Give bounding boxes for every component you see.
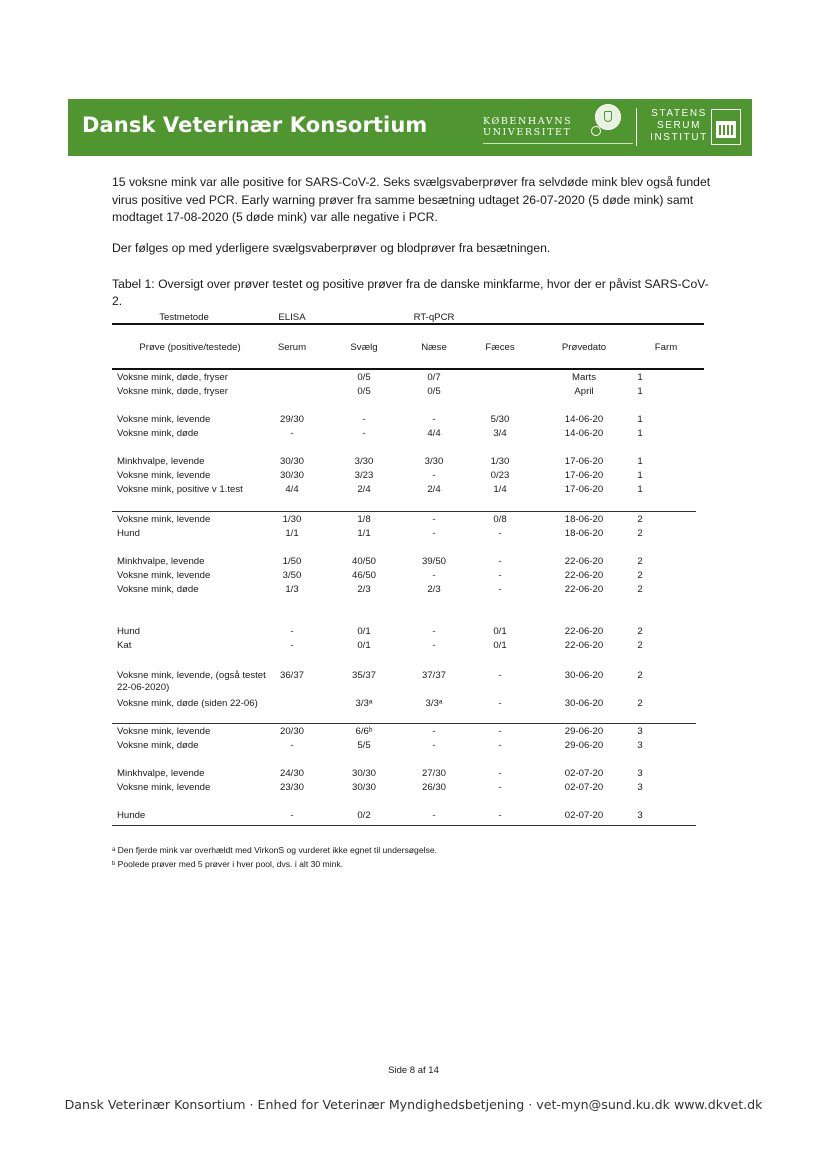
table-cell-provedato: 02-07-20	[564, 768, 604, 779]
table-cell-farm: 3	[637, 740, 643, 751]
table-cell-faeces: 0/1	[493, 626, 507, 637]
table-cell-naese: -	[432, 514, 436, 525]
table-cell-provedato: 22-06-20	[564, 640, 604, 651]
table-bottom-rule	[112, 825, 696, 826]
table-cell-faeces: -	[498, 570, 502, 581]
table-cell-svaelg: 30/30	[351, 768, 377, 779]
table-cell-faeces: -	[498, 670, 502, 681]
table-cell-faeces: 1/30	[490, 456, 510, 467]
table-cell-provedato: 30-06-20	[564, 698, 604, 709]
table-cell-sample: Voksne mink, døde	[117, 740, 199, 751]
table-cell-svaelg: 6/6ᵇ	[355, 726, 373, 737]
table-cell-serum: -	[290, 640, 294, 651]
table-cell-sample: Minkhvalpe, levende	[117, 556, 205, 567]
table-cell-provedato: 22-06-20	[564, 626, 604, 637]
col-header-svaelg: Svælg	[350, 342, 378, 353]
group-header-elisa: ELISA	[278, 312, 306, 323]
table-cell-sample: Voksne mink, døde, fryser	[117, 372, 228, 383]
table-cell-provedato: 22-06-20	[564, 570, 604, 581]
farm-separator-2	[112, 723, 696, 724]
table-cell-provedato: 29-06-20	[564, 740, 604, 751]
table-cell-svaelg: 35/37	[351, 670, 377, 681]
table-cell-farm: 1	[637, 414, 643, 425]
table-cell-svaelg: 0/2	[357, 810, 371, 821]
table-cell-provedato: Marts	[572, 372, 596, 383]
table-cell-naese: 0/5	[427, 386, 441, 397]
table-cell-sample: Voksne mink, levende	[117, 782, 211, 793]
table-cell-serum: 30/30	[279, 470, 305, 481]
table-cell-sample: Voksne mink, levende	[117, 514, 211, 525]
table-cell-naese: -	[432, 640, 436, 651]
table-cell-naese: 3/3ᵃ	[425, 698, 443, 709]
table-cell-farm: 2	[637, 584, 643, 595]
table-cell-farm: 2	[637, 670, 643, 681]
ssi-wordmark: STATENS SERUM INSTITUT	[650, 108, 708, 143]
table-cell-naese: 2/3	[427, 584, 441, 595]
table-cell-farm: 2	[637, 528, 643, 539]
table-cell-provedato: 22-06-20	[564, 556, 604, 567]
table-cell-naese: -	[432, 740, 436, 751]
table-cell-naese: 37/37	[421, 670, 447, 681]
table-cell-farm: 1	[637, 428, 643, 439]
footnote-a: ᵃ Den fjerde mink var overhældt med VirkonS og vurderet ikke egnet til undersøgelse.	[112, 845, 437, 855]
table-cell-sample: Kat	[117, 640, 132, 651]
table-caption: Tabel 1: Oversigt over prøver testet og positive prøver fra de danske minkfarme, hvor der er påvist SARS-CoV-2.	[112, 277, 709, 308]
table-cell-sample: Minkhvalpe, levende	[117, 456, 205, 467]
table-cell-sample: Hunde	[117, 810, 146, 821]
table-cell-svaelg: 0/5	[357, 386, 371, 397]
table-cell-farm: 2	[637, 570, 643, 581]
table-cell-svaelg: 30/30	[351, 782, 377, 793]
table-cell-serum: -	[290, 428, 294, 439]
table-cell-faeces: 1/4	[493, 484, 507, 495]
col-header-sample: Prøve (positive/testede)	[139, 342, 241, 353]
table-cell-farm: 3	[637, 782, 643, 793]
table-cell-sample: Voksne mink, levende	[117, 414, 211, 425]
table-cell-svaelg: 0/1	[357, 640, 371, 651]
farm-separator-1	[112, 511, 696, 512]
table-cell-provedato: 02-07-20	[564, 810, 604, 821]
table-cell-naese: 26/30	[421, 782, 447, 793]
table-cell-sample: Voksne mink, levende	[117, 570, 211, 581]
table-cell-farm: 2	[637, 640, 643, 651]
table-cell-svaelg: 40/50	[351, 556, 377, 567]
table-cell-faeces: -	[498, 726, 502, 737]
table-cell-svaelg: 2/4	[357, 484, 371, 495]
table-cell-provedato: 02-07-20	[564, 782, 604, 793]
table-cell-serum: 4/4	[285, 484, 299, 495]
table-cell-provedato: April	[574, 386, 594, 397]
table-cell-svaelg: 0/1	[357, 626, 371, 637]
table-cell-sample: Hund	[117, 528, 140, 539]
table-cell-naese: -	[432, 470, 436, 481]
table-cell-provedato: 30-06-20	[564, 670, 604, 681]
table-cell-faeces: -	[498, 698, 502, 709]
table-cell-sample: Voksne mink, positive v 1.test	[117, 484, 243, 495]
table-cell-farm: 2	[637, 626, 643, 637]
table-top-rule	[112, 323, 704, 325]
table-cell-faeces: 0/1	[493, 640, 507, 651]
table-cell-farm: 3	[637, 726, 643, 737]
table-cell-provedato: 14-06-20	[564, 428, 604, 439]
table-cell-svaelg: 3/23	[354, 470, 374, 481]
table-cell-sample: Voksne mink, levende	[117, 726, 211, 737]
consortium-title: Dansk Veterinær Konsortium	[82, 113, 428, 137]
table-cell-serum: 3/50	[282, 570, 302, 581]
table-cell-svaelg: 3/30	[354, 456, 374, 467]
table-cell-serum: 30/30	[279, 456, 305, 467]
table-cell-svaelg: 3/3ᵃ	[355, 698, 373, 709]
table-cell-serum: -	[290, 740, 294, 751]
table-cell-serum: 1/50	[282, 556, 302, 567]
table-cell-svaelg: -	[362, 414, 366, 425]
table-cell-faeces: -	[498, 768, 502, 779]
table-cell-provedato: 17-06-20	[564, 484, 604, 495]
table-cell-naese: -	[432, 626, 436, 637]
col-header-serum: Serum	[277, 342, 307, 353]
table-cell-provedato: 17-06-20	[564, 470, 604, 481]
table-cell-farm: 1	[637, 484, 643, 495]
table-cell-faeces: -	[498, 740, 502, 751]
table-cell-naese: -	[432, 726, 436, 737]
table-cell-serum: 36/37	[279, 670, 305, 681]
table-cell-serum: 1/3	[285, 584, 299, 595]
table-cell-sample: Voksne mink, levende	[117, 470, 211, 481]
table-cell-faeces: -	[498, 782, 502, 793]
table-cell-serum: 20/30	[279, 726, 305, 737]
table-cell-provedato: 14-06-20	[564, 414, 604, 425]
table-cell-farm: 2	[637, 556, 643, 567]
table-cell-sample: Minkhvalpe, levende	[117, 768, 205, 779]
table-cell-faeces: -	[498, 810, 502, 821]
table-cell-serum: 29/30	[279, 414, 305, 425]
table-cell-naese: 2/4	[427, 484, 441, 495]
paragraph-followup: Der følges op med yderligere svælgsvaberprøver og blodprøver fra besætningen.	[112, 241, 551, 255]
table-cell-svaelg: 1/1	[357, 528, 371, 539]
table-cell-faeces: 5/30	[490, 414, 510, 425]
footnote-b: ᵇ Poolede prøver med 5 prøver i hver pool, dvs. i alt 30 mink.	[112, 859, 344, 869]
paragraph-results: 15 voksne mink var alle positive for SARS-CoV-2. Seks svælgsvaberprøver fra selvdøde mink blev også fundet virus positive ved PCR. Early warning prøver fra samme besætning udtaget 26-07-2020 (5 døde mink) samt modtaget 17-08-2020 (5 døde mink) var alle negative i PCR.	[112, 175, 711, 224]
table-cell-farm: 1	[637, 386, 643, 397]
table-cell-faeces: 3/4	[493, 428, 507, 439]
table-cell-sample: Hund	[117, 626, 140, 637]
table-cell-sample: Voksne mink, levende, (også testet 22-06-2020)	[117, 670, 266, 693]
table-cell-svaelg: 46/50	[351, 570, 377, 581]
table-cell-svaelg: 1/8	[357, 514, 371, 525]
table-cell-sample: Voksne mink, døde (siden 22-06)	[117, 698, 258, 709]
table-cell-provedato: 22-06-20	[564, 584, 604, 595]
table-cell-serum: 24/30	[279, 768, 305, 779]
group-header-testmetode: Testmetode	[159, 312, 209, 323]
table-cell-naese: 4/4	[427, 428, 441, 439]
table-cell-naese: 39/50	[421, 556, 447, 567]
table-header-rule	[112, 368, 704, 370]
table-cell-provedato: 17-06-20	[564, 456, 604, 467]
col-header-naese: Næse	[421, 342, 447, 353]
table-cell-faeces: 0/8	[493, 514, 507, 525]
table-cell-faeces: 0/23	[490, 470, 510, 481]
table-cell-sample: Voksne mink, døde	[117, 428, 199, 439]
table-cell-farm: 1	[637, 470, 643, 481]
table-cell-faeces: -	[498, 584, 502, 595]
table-cell-naese: 0/7	[427, 372, 441, 383]
table-cell-naese: 27/30	[421, 768, 447, 779]
group-header-rtqpcr: RT-qPCR	[413, 312, 455, 323]
col-header-provedato: Prøvedato	[561, 342, 607, 353]
table-cell-farm: 2	[637, 514, 643, 525]
table-cell-svaelg: -	[362, 428, 366, 439]
col-header-faeces: Fæces	[485, 342, 515, 353]
table-cell-svaelg: 0/5	[357, 372, 371, 383]
table-cell-farm: 3	[637, 768, 643, 779]
table-cell-svaelg: 2/3	[357, 584, 371, 595]
table-cell-provedato: 18-06-20	[564, 514, 604, 525]
col-header-farm: Farm	[654, 342, 678, 353]
table-cell-provedato: 29-06-20	[564, 726, 604, 737]
table-cell-serum: -	[290, 626, 294, 637]
table-cell-farm: 2	[637, 698, 643, 709]
table-cell-serum: 1/30	[282, 514, 302, 525]
table-cell-naese: -	[432, 810, 436, 821]
table-cell-faeces: -	[498, 528, 502, 539]
table-cell-sample: Voksne mink, døde, fryser	[117, 386, 228, 397]
table-cell-farm: 1	[637, 456, 643, 467]
page-number: Side 8 af 14	[388, 1065, 439, 1076]
table-cell-naese: -	[432, 414, 436, 425]
table-cell-farm: 3	[637, 810, 643, 821]
table-cell-serum: 23/30	[279, 782, 305, 793]
table-cell-faeces: -	[498, 556, 502, 567]
table-cell-provedato: 18-06-20	[564, 528, 604, 539]
ku-wordmark: KØBENHAVNS UNIVERSITET	[483, 116, 573, 138]
table-cell-svaelg: 5/5	[357, 740, 371, 751]
table-cell-sample: Voksne mink, døde	[117, 584, 199, 595]
table-cell-naese: -	[432, 528, 436, 539]
table-cell-farm: 1	[637, 372, 643, 383]
page-footer: Dansk Veterinær Konsortium · Enhed for Veterinær Myndighedsbetjening · vet-myn@sund.ku.dk www.dkvet.dk	[64, 1097, 763, 1112]
table-cell-naese: 3/30	[424, 456, 444, 467]
table-cell-serum: 1/1	[285, 528, 299, 539]
table-cell-naese: -	[432, 570, 436, 581]
table-cell-serum: -	[290, 810, 294, 821]
